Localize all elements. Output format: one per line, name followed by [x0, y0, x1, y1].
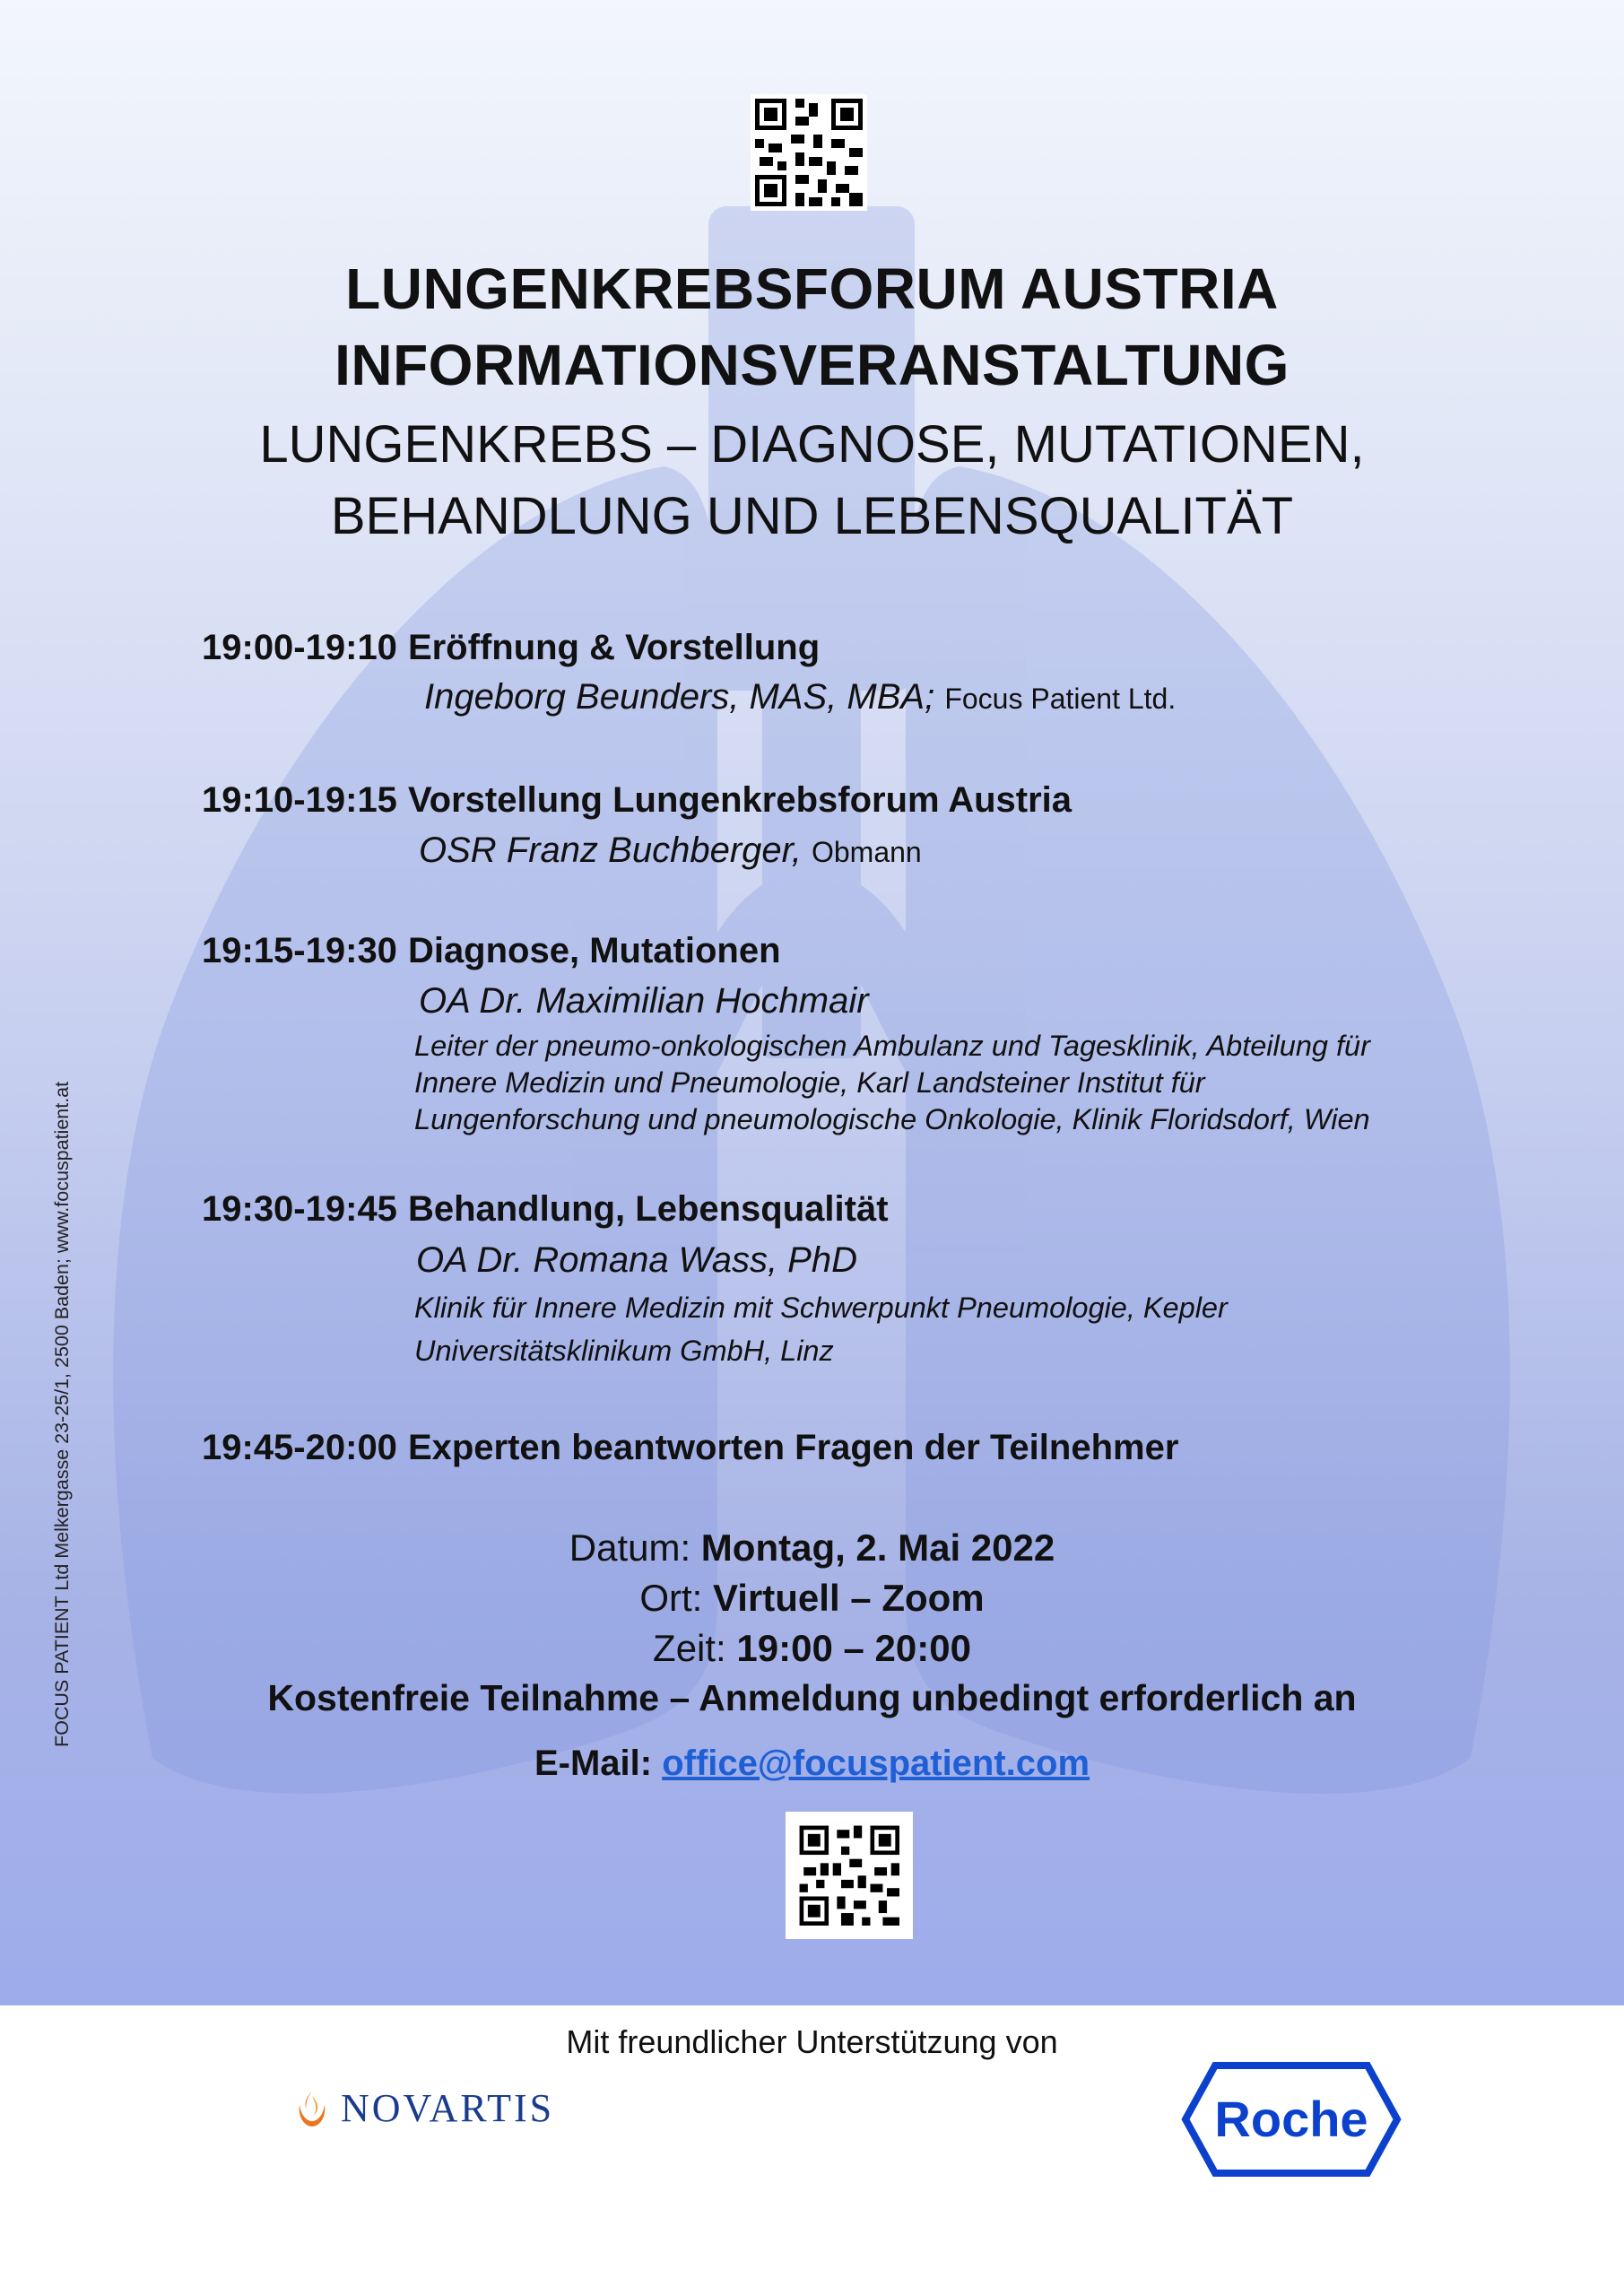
agenda-speaker-2: [419, 831, 922, 871]
novartis-wordmark: NOVARTIS: [341, 2086, 555, 2130]
roche-logo: [1179, 2059, 1403, 2179]
affiliation-line: Klinik für Innere Medizin mit Schwerpunkt Pneumologie, Kepler: [414, 1292, 1228, 1324]
date-label: Datum:: [569, 1526, 691, 1569]
affiliation-line: Universitätsklinikum GmbH, Linz: [414, 1335, 834, 1367]
affiliation-line: Lungenforschung und pneumologische Onkologie, Klinik Floridsdorf, Wien: [414, 1103, 1370, 1135]
email-link[interactable]: office@focuspatient.com: [662, 1744, 1090, 1783]
speaker-role: Obmann: [811, 836, 922, 868]
agenda-time: 19:15-19:30: [202, 931, 397, 970]
novartis-logo: [296, 2085, 554, 2131]
speaker-name: Ingeborg Beunders, MAS, MBA;: [424, 677, 935, 717]
event-time: [0, 1627, 1624, 1670]
affiliation-line: Innere Medizin und Pneumologie, Karl Landsteiner Institut für: [414, 1066, 1205, 1099]
agenda-topic: Eröffnung & Vorstellung: [407, 628, 821, 667]
agenda-time: 19:30-19:45: [202, 1189, 397, 1229]
event-subtitle-line1: LUNGENKREBS – DIAGNOSE, MUTATIONEN,: [259, 415, 1365, 474]
agenda-topic: Diagnose, Mutationen: [407, 931, 781, 970]
event-type-title: INFORMATIONSVERANSTALTUNG: [334, 333, 1290, 397]
agenda-item-4: [202, 1189, 889, 1230]
agenda-item-5: [202, 1428, 1178, 1468]
registration-note: Kostenfreie Teilnahme – Anmeldung unbedingt erforderlich an: [267, 1677, 1357, 1718]
speaker-name: OA Dr. Romana Wass, PhD: [416, 1240, 857, 1280]
place-value: Virtuell – Zoom: [713, 1577, 985, 1619]
qr-code-bottom[interactable]: [786, 1812, 913, 1939]
agenda-speaker-4: [416, 1240, 857, 1281]
agenda-time: 19:45-20:00: [202, 1428, 397, 1467]
organizer-address: FOCUS PATIENT Ltd Melkergasse 23-25/1, 2500 Baden; www.focuspatient.at: [51, 1081, 73, 1747]
agenda-topic: Vorstellung Lungenkrebsforum Austria: [407, 780, 1073, 820]
speaker-role: Focus Patient Ltd.: [944, 683, 1177, 715]
place-label: Ort:: [639, 1577, 703, 1619]
agenda-item-1: [202, 628, 820, 668]
agenda-item-2: [202, 780, 1072, 821]
qr-code-icon: [786, 1812, 913, 1939]
contact-email: [0, 1744, 1624, 1784]
date-value: Montag, 2. Mai 2022: [700, 1526, 1055, 1569]
speaker-affiliation-3: [414, 1028, 1535, 1138]
time-label: Zeit:: [653, 1627, 726, 1669]
agenda-speaker-3: [419, 981, 869, 1022]
agenda-item-3: [202, 931, 781, 971]
speaker-name: OSR Franz Buchberger,: [419, 831, 802, 870]
agenda-speaker-1: [424, 677, 1176, 718]
affiliation-line: Leiter der pneumo-onkologischen Ambulanz und Tagesklinik, Abteilung für: [414, 1030, 1370, 1062]
agenda-topic: Experten beantworten Fragen der Teilnehmer: [407, 1428, 1179, 1467]
agenda-time: 19:00-19:10: [202, 628, 397, 667]
agenda-time: 19:10-19:15: [202, 780, 397, 820]
qr-code-icon: [751, 94, 867, 211]
speaker-affiliation-4: [414, 1286, 1535, 1372]
novartis-flame-icon: [296, 2087, 328, 2130]
email-label: E-Mail:: [534, 1744, 653, 1783]
event-subtitle-line2: BEHANDLUNG UND LEBENSQUALITÄT: [330, 487, 1294, 545]
event-title: LUNGENKREBSFORUM AUSTRIA: [345, 257, 1279, 321]
event-date: [0, 1526, 1624, 1570]
qr-code-top[interactable]: [751, 94, 867, 211]
roche-wordmark: Roche: [1214, 2091, 1368, 2147]
agenda-topic: Behandlung, Lebensqualität: [407, 1189, 889, 1229]
speaker-name: OA Dr. Maximilian Hochmair: [419, 981, 869, 1021]
event-place: [0, 1577, 1624, 1620]
support-text: Mit freundlicher Unterstützung von: [566, 2023, 1058, 2060]
time-value: 19:00 – 20:00: [736, 1627, 971, 1669]
